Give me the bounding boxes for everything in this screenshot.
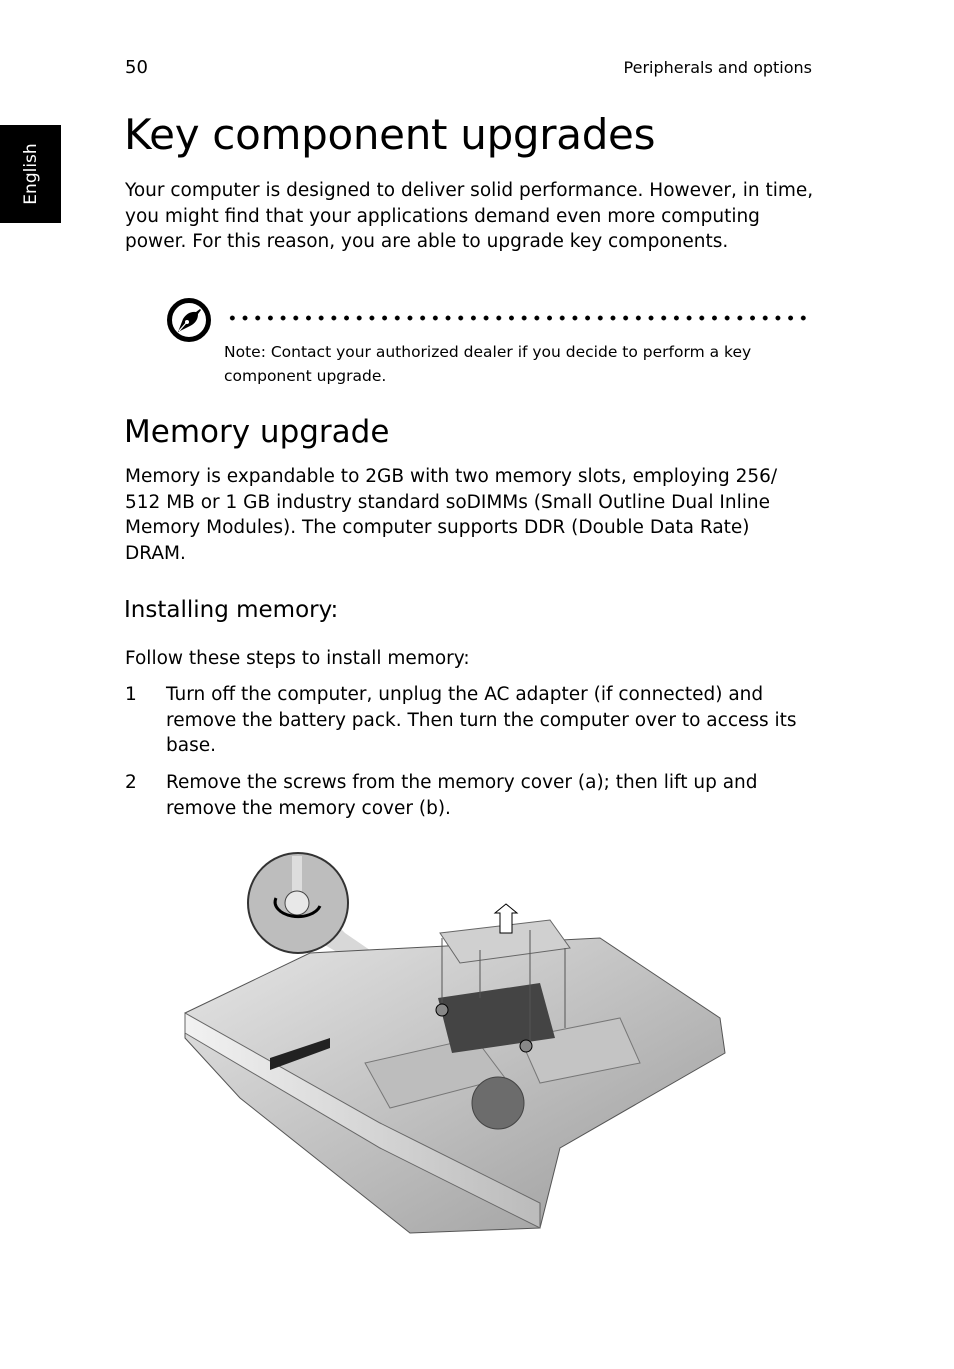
running-header: Peripherals and options	[623, 58, 812, 77]
section-heading: Memory upgrade	[124, 414, 390, 450]
steps-lead: Follow these steps to install memory:	[125, 648, 470, 669]
page-title: Key component upgrades	[124, 110, 656, 159]
step-number: 2	[125, 772, 137, 793]
laptop-memory-cover-illustration	[180, 838, 770, 1238]
step-text: Remove the screws from the memory cover (a); then lift up and remove the memory cover (b).	[166, 772, 758, 819]
step-item	[125, 770, 815, 821]
page-number: 50	[125, 57, 148, 78]
language-tab-label: English	[20, 143, 41, 205]
note-text: Note: Contact your authorized dealer if you decide to perform a key component upgrade.	[224, 343, 752, 385]
memory-paragraph: Memory is expandable to 2GB with two memory slots, employing 256/ 512 MB or 1 GB industry standard soDIMMs (Small Outline Dual Inline Memory Modules). The computer supports DDR (Double Data Rate) DRAM.	[125, 466, 778, 564]
intro-paragraph: Your computer is designed to deliver solid performance. However, in time, you might find that your applications demand even more computing power. For this reason, you are able to upgrade key components.	[125, 180, 814, 252]
language-tab	[0, 125, 61, 223]
step-number: 1	[125, 684, 137, 705]
step-text: Turn off the computer, unplug the AC adapter (if connected) and remove the battery pack. Then turn the computer over to access its base.	[166, 684, 797, 756]
step-item	[125, 682, 815, 759]
note-divider	[226, 315, 810, 321]
subsection-heading: Installing memory:	[124, 597, 339, 623]
pen-nib-icon	[166, 297, 212, 343]
